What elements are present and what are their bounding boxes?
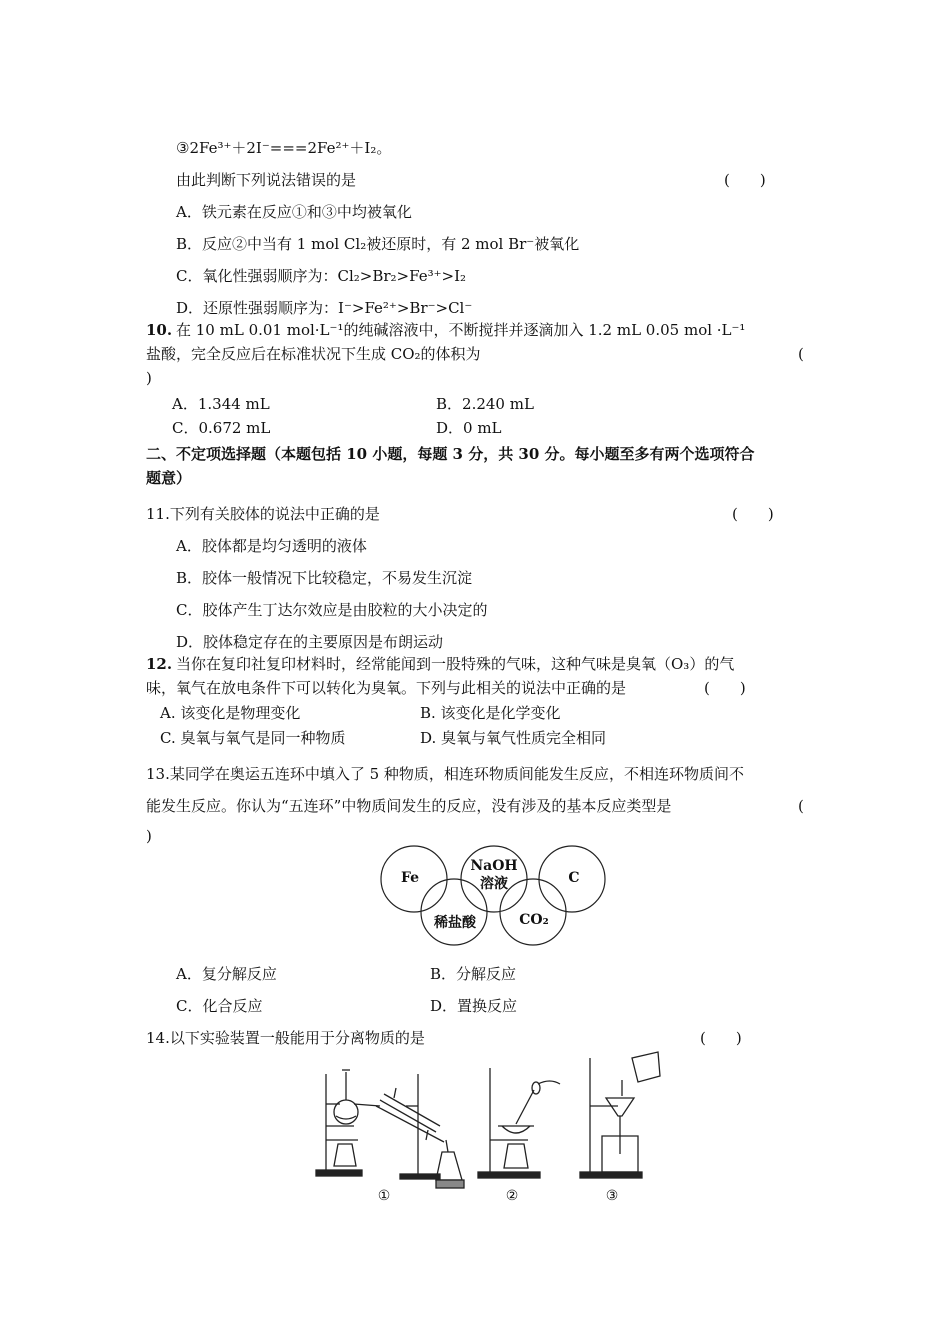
q9-option-c: C．氧化性强弱顺序为：Cl₂>Br₂>Fe³⁺>I₂ <box>176 267 467 285</box>
q9-option-a: A．铁元素在反应①和③中均被氧化 <box>176 203 412 221</box>
evaporation-apparatus <box>478 1068 560 1178</box>
q13-option-b: B．分解反应 <box>430 965 517 983</box>
q14-stem: 14.以下实验装置一般能用于分离物质的是 <box>146 1029 425 1047</box>
five-rings-figure <box>376 842 612 948</box>
q9-option-b: B．反应②中当有 1 mol Cl₂被还原时，有 2 mol Br⁻被氧化 <box>176 235 580 253</box>
q13-paren-open: ( <box>798 797 804 815</box>
q10-line2: 盐酸，完全反应后在标准状况下生成 CO₂的体积为 <box>146 345 481 363</box>
q11-option-b: B．胶体一般情况下比较稳定，不易发生沉淀 <box>176 569 473 587</box>
q13-line2: 能发生反应。你认为“五连环”中物质间发生的反应，没有涉及的基本反应类型是 <box>146 797 672 815</box>
q9-option-d: D．还原性强弱顺序为：I⁻>Fe²⁺>Br⁻>Cl⁻ <box>176 299 473 317</box>
ring-naoh-label-1: NaOH <box>470 858 518 874</box>
distillation-apparatus <box>316 1070 464 1188</box>
q13-line1: 13.某同学在奥运五连环中填入了 5 种物质，相连环物质间能发生反应，不相连环物质间不 <box>146 765 744 783</box>
q12-option-b: B. 该变化是化学变化 <box>420 704 561 722</box>
q14-answer-paren: ( ) <box>700 1029 742 1047</box>
q9-equation-3: ③2Fe³⁺＋2I⁻===2Fe²⁺＋I₂。 <box>176 139 392 157</box>
q10-paren-open: ( <box>798 345 804 363</box>
apparatus-label-2: ② <box>505 1188 519 1204</box>
ring-co2-label: CO₂ <box>519 912 549 928</box>
q9-answer-paren: ( ) <box>724 171 766 189</box>
apparatus-label-1: ① <box>377 1188 391 1204</box>
ring-hcl <box>421 879 487 945</box>
q12-option-c: C. 臭氧与氧气是同一种物质 <box>160 729 346 747</box>
q11-option-d: D．胶体稳定存在的主要原因是布朗运动 <box>176 633 444 651</box>
q12-answer-paren: ( ) <box>704 679 746 697</box>
q13-option-a: A．复分解反应 <box>176 965 277 983</box>
q10-option-a: A．1.344 mL <box>172 395 270 413</box>
q12-number: 12. <box>146 655 173 673</box>
q13-option-c: C．化合反应 <box>176 997 263 1015</box>
q12-option-d: D. 臭氧与氧气性质完全相同 <box>420 729 607 747</box>
q10-line1: 在 10 mL 0.01 mol·L⁻¹的纯碱溶液中，不断搅拌并逐滴加入 1.2 mL 0.05 mol ·L⁻¹ <box>176 321 746 339</box>
q10-option-d: D．0 mL <box>436 419 502 437</box>
q12-option-a: A. 该变化是物理变化 <box>160 704 301 722</box>
q11-option-c: C．胶体产生丁达尔效应是由胶粒的大小决定的 <box>176 601 488 619</box>
section-2-heading: 二、不定项选择题（本题包括 10 小题，每题 3 分，共 30 分。每小题至多有两个选项符合 <box>146 445 755 463</box>
q10-paren-close: ) <box>146 369 152 387</box>
q11-option-a: A．胶体都是均匀透明的液体 <box>176 537 367 555</box>
ring-naoh-label-2: 溶液 <box>480 876 508 892</box>
q11-answer-paren: ( ) <box>732 505 774 523</box>
q10-option-c: C．0.672 mL <box>172 419 271 437</box>
q11-stem: 11.下列有关胶体的说法中正确的是 <box>146 505 380 523</box>
q10-option-b: B．2.240 mL <box>436 395 534 413</box>
q12-line1: 当你在复印社复印材料时，经常能闻到一股特殊的气味，这种气味是臭氧（O₃）的气 <box>176 655 735 673</box>
ring-c-label: C <box>568 870 580 886</box>
filtration-apparatus <box>580 1052 660 1178</box>
q13-paren-close: ) <box>146 827 152 845</box>
section-2-heading-cont: 题意） <box>146 469 192 487</box>
ring-hcl-label: 稀盐酸 <box>434 915 476 931</box>
ring-fe-label: Fe <box>400 870 420 886</box>
lab-apparatus-figure <box>310 1044 680 1206</box>
q13-option-d: D．置换反应 <box>430 997 518 1015</box>
q10-number: 10. <box>146 321 173 339</box>
apparatus-label-3: ③ <box>605 1188 619 1204</box>
q9-stem: 由此判断下列说法错误的是 <box>176 171 357 189</box>
q12-line2: 味，氧气在放电条件下可以转化为臭氧。下列与此相关的说法中正确的是 <box>146 679 627 697</box>
